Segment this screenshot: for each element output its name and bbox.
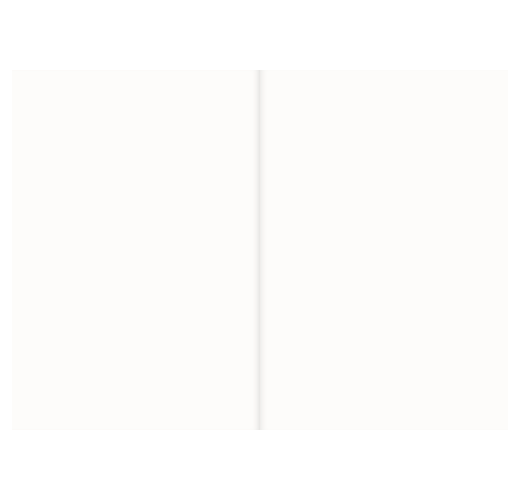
book-spread — [12, 70, 508, 430]
left-page — [12, 70, 261, 430]
right-page — [260, 70, 508, 430]
